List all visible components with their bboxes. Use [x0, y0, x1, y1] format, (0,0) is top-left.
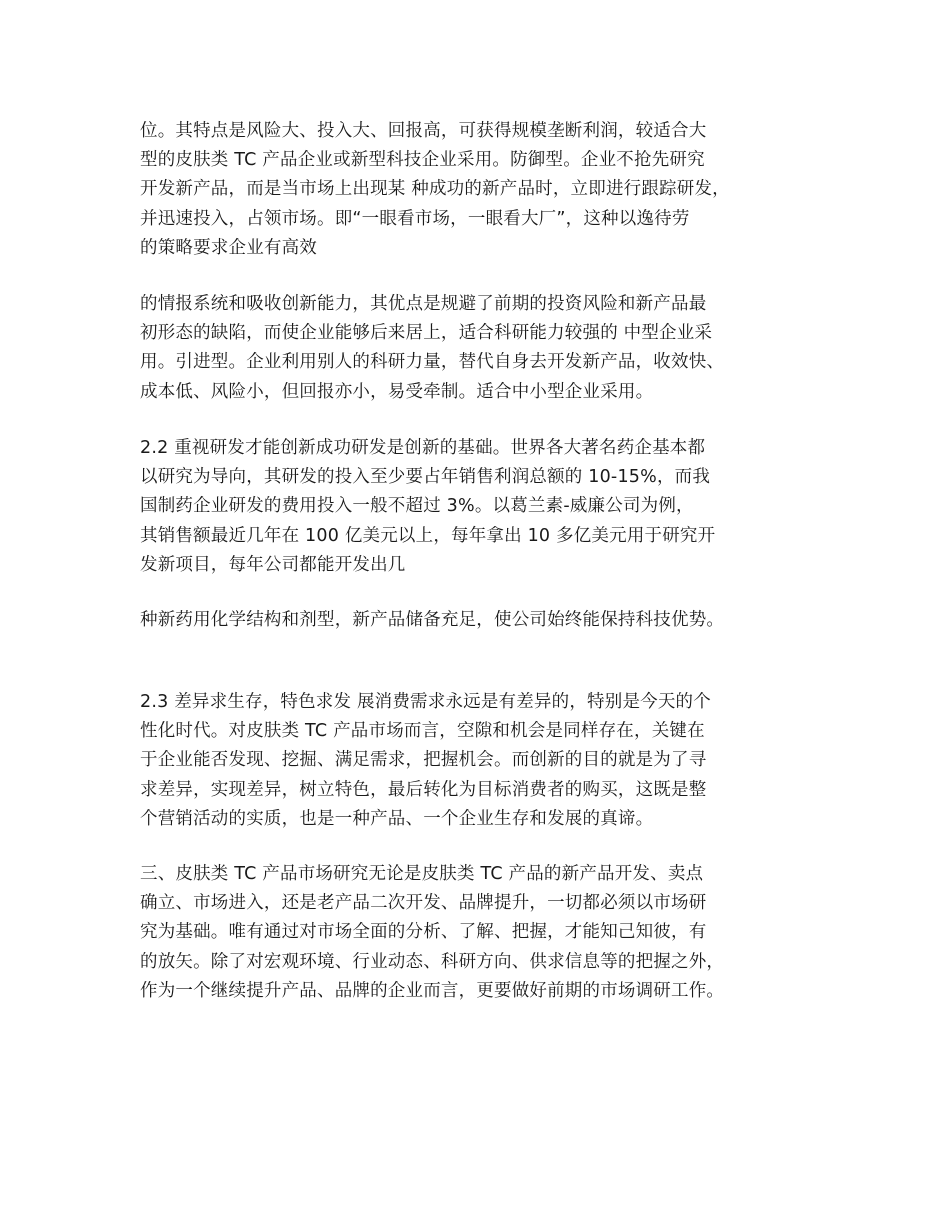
text-line: 2.2 重视研发才能创新成功研发是创新的基础。世界各大著名药企基本都 [140, 438, 706, 458]
paragraph-intelligence-system [140, 290, 840, 407]
text-line: 开发新产品，而是当市场上出现某 种成功的新产品时，立即进行跟踪研发， [140, 179, 730, 200]
text-line: 的放矢。除了对宏观环境、行业动态、科研方向、供求信息等的把握之外， [140, 951, 725, 972]
text-line: 的情报系统和吸收创新能力，其优点是规避了前期的投资风险和新产品最 [140, 294, 707, 314]
text-line: 用。引进型。企业利用别人的科研力量，替代自身去开发新产品，收效快、 [140, 352, 725, 373]
paragraph-section-2-3 [140, 688, 840, 834]
text-line: 位。其特点是风险大、投入大、回报高，可获得规模垄断利润，较适合大 [140, 121, 707, 141]
paragraph-section-2-2 [140, 434, 840, 580]
text-line: 发新项目，每年公司都能开发出几 [140, 554, 406, 575]
text-line: 其销售额最近几年在 100 亿美元以上，每年拿出 10 多亿美元用于研究开 [140, 525, 716, 546]
text-line: 个营销活动的实质，也是一种产品、一个企业生存和发展的真谛。 [140, 808, 654, 829]
paragraph-innovation-types [140, 117, 840, 263]
text-line: 型的皮肤类 TC 产品企业或新型科技企业采用。防御型。企业不抢先研究 [140, 150, 705, 171]
text-line: 初形态的缺陷，而使企业能够后来居上，适合科研能力较强的 中型企业采 [140, 323, 713, 344]
text-line: 成本低、风险小，但回报亦小，易受牵制。适合中小型企业采用。 [140, 381, 654, 402]
paragraph-new-drugs [140, 606, 840, 635]
text-line: 确立、市场进入，还是老产品二次开发、品牌提升，一切都必须以市场研 [140, 893, 707, 914]
text-line: 国制药企业研发的费用投入一般不超过 3%。以葛兰素-威廉公司为例， [140, 496, 694, 517]
text-line: 的策略要求企业有高效 [140, 237, 317, 258]
text-line: 求差异，实现差异，树立特色，最后转化为目标消费者的购买，这既是整 [140, 779, 707, 800]
text-line: 究为基础。唯有通过对市场全面的分析、了解、把握，才能知己知彼，有 [140, 922, 707, 943]
text-line: 并迅速投入，占领市场。即“一眼看市场，一眼看大厂”，这种以逸待劳 [140, 208, 690, 229]
text-line: 性化时代。对皮肤类 TC 产品市场而言，空隙和机会是同样存在，关键在 [140, 721, 705, 742]
text-line: 作为一个继续提升产品、品牌的企业而言，更要做好前期的市场调研工作。 [140, 980, 725, 1001]
paragraph-section-3 [140, 860, 840, 1006]
text-line: 于企业能否发现、挖掘、满足需求，把握机会。而创新的目的就是为了寻 [140, 750, 707, 771]
text-line: 以研究为导向，其研发的投入至少要占年销售利润总额的 10-15%，而我 [140, 467, 711, 488]
text-line: 2.3 差异求生存，特色求发 展消费需求永远是有差异的，特别是今天的个 [140, 692, 711, 712]
text-line: 三、皮肤类 TC 产品市场研究无论是皮肤类 TC 产品的新产品开发、卖点 [140, 864, 704, 884]
text-line: 种新药用化学结构和剂型，新产品储备充足，使公司始终能保持科技优势。 [140, 610, 725, 630]
